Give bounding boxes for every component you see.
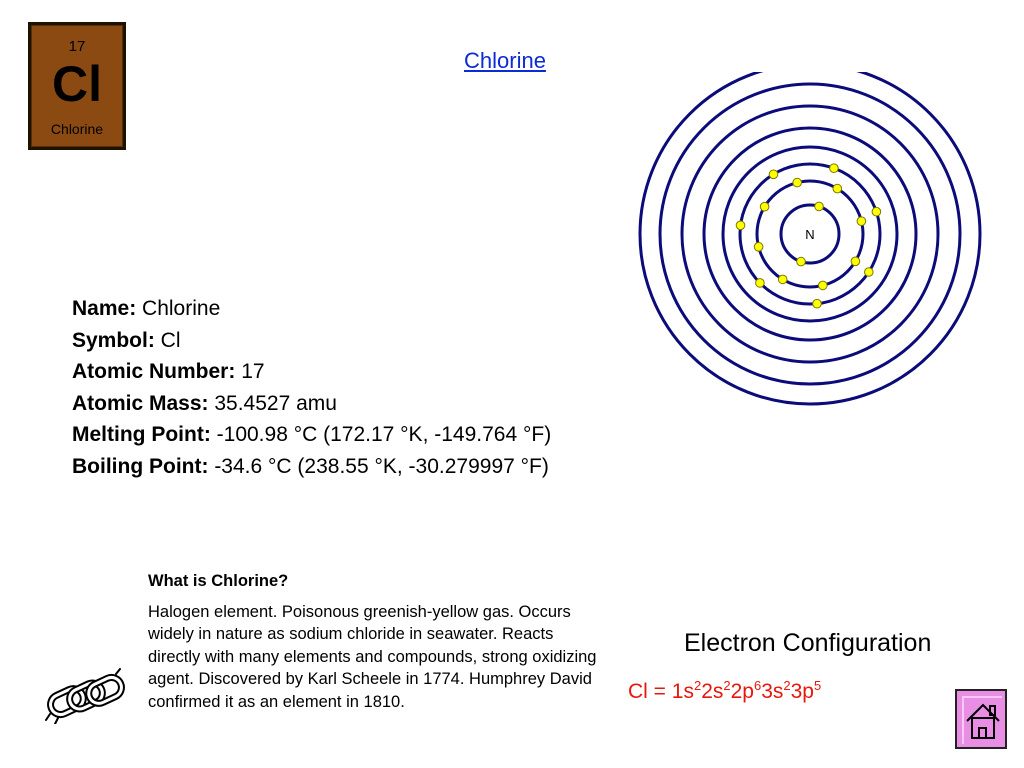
element-tile-inner	[31, 25, 123, 147]
chain-link-icon[interactable]	[44, 668, 128, 724]
bohr-atom-diagram	[616, 72, 1008, 420]
electron-dot	[865, 268, 874, 277]
electron-dot	[851, 257, 860, 266]
property-label: Symbol:	[72, 328, 155, 352]
tile-atomic-number: 17	[68, 38, 86, 55]
orbital-count: 2	[783, 678, 791, 693]
property-value: -34.6 °C (238.55 °K, -30.279997 °F)	[208, 454, 549, 478]
orbital-name: 2p	[730, 680, 754, 703]
orbital-name: 1s	[671, 680, 694, 703]
orbital-name: 3s	[761, 680, 784, 703]
property-row	[72, 388, 551, 420]
property-label: Name:	[72, 297, 137, 320]
formula-prefix: Cl =	[628, 680, 672, 703]
electron-dot	[819, 281, 828, 290]
electron-dot	[813, 299, 822, 308]
orbital-term	[701, 680, 730, 703]
property-row	[72, 293, 551, 325]
electron-dot	[797, 257, 806, 266]
home-button[interactable]	[955, 689, 1007, 749]
tile-element-name: Chlorine	[50, 121, 104, 137]
electron-dot	[754, 243, 763, 252]
element-properties	[72, 293, 551, 482]
property-value: -100.98 °C (172.17 °K, -149.764 °F)	[210, 423, 552, 446]
electron-dot	[830, 164, 839, 173]
home-icon	[963, 699, 1003, 743]
electron-dot	[760, 202, 769, 211]
orbital-term	[761, 680, 790, 703]
orbital-name: 3p	[790, 680, 814, 703]
electron-dot	[769, 170, 778, 179]
property-value: Chlorine	[136, 297, 221, 320]
orbital-term	[672, 680, 701, 703]
orbital-count: 6	[753, 678, 762, 693]
electron-dot	[793, 178, 802, 187]
orbital-term	[731, 680, 762, 703]
property-label: Atomic Number:	[72, 360, 236, 383]
orbital-count: 2	[723, 678, 731, 693]
electron-dot	[815, 202, 824, 211]
electron-dot	[736, 221, 745, 230]
description-heading: What is Chlorine?	[148, 572, 289, 590]
property-row	[72, 451, 551, 483]
property-value: 35.4527 amu	[208, 391, 337, 415]
orbital-count: 5	[813, 678, 822, 693]
electron-dot	[833, 184, 842, 193]
orbital-name: 2s	[701, 680, 724, 703]
tile-symbol: Cl	[52, 56, 102, 112]
nucleus-label: N	[805, 227, 815, 242]
orbital-count: 2	[693, 678, 702, 693]
electron-configuration-title: Electron Configuration	[684, 629, 932, 657]
property-row	[72, 325, 551, 357]
property-row	[72, 356, 551, 388]
property-value: 17	[235, 360, 265, 383]
electron-dot	[857, 217, 866, 226]
description-body: Halogen element. Poisonous greenish-yellow gas. Occurs widely in nature as sodium chloride in seawater. Reacts directly with many elements and compounds, strong oxidizing agent. Discovered by Karl Scheele in 1774. Humphrey David confirmed it as an element in 1810.	[148, 602, 597, 711]
property-label: Melting Point:	[72, 423, 211, 446]
electron-dot	[872, 207, 881, 216]
electron-dot	[756, 279, 765, 288]
element-title-link[interactable]: Chlorine	[464, 48, 546, 73]
element-tile	[28, 22, 126, 150]
property-label: Boiling Point:	[72, 454, 209, 478]
property-row	[72, 419, 551, 451]
electron-configuration-formula	[628, 678, 821, 704]
property-label: Atomic Mass:	[72, 391, 209, 415]
property-value: Cl	[154, 328, 181, 352]
description-block	[148, 570, 598, 713]
orbital-term	[791, 680, 822, 703]
electron-dot	[778, 275, 787, 284]
